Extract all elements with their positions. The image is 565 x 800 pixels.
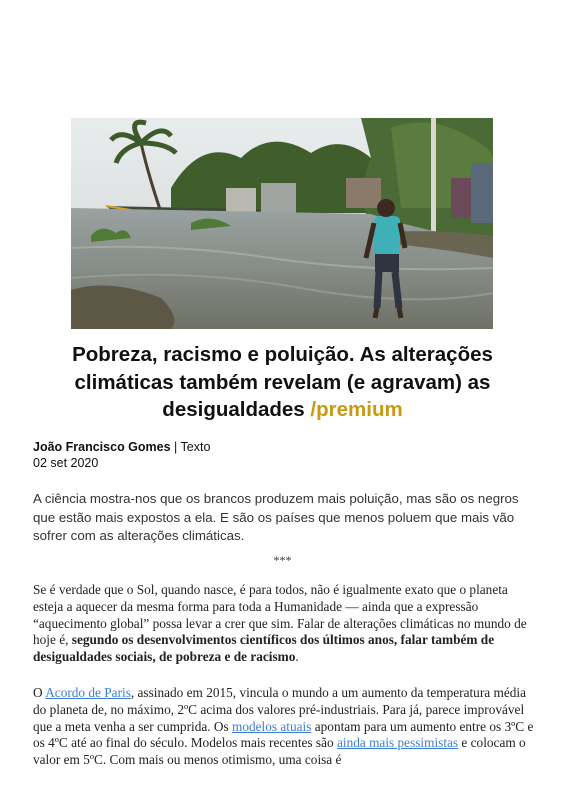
paragraph-1-text: Se é verdade que o Sol, quando nasce, é para todos, não é igualmente exato que o planeta esteja a aquecer da mesma forma para toda a Humanidade — ainda que a expressão “aquecimento global” possa levar a crer que sim. Falar de alterações climáticas no mundo de hoje é, [33, 582, 527, 648]
hero-photo [71, 118, 493, 329]
paragraph-2-d: e colocam o valor em 5ºC. Com mais ou menos otimismo, uma coisa é [33, 735, 526, 768]
author-role: | Texto [174, 440, 211, 454]
section-separator: *** [273, 553, 292, 567]
link-modelos-atuais[interactable]: modelos atuais [232, 718, 312, 734]
premium-tag[interactable]: /premium [310, 398, 403, 421]
article-title [40, 341, 525, 424]
paragraph-1-bold: segundo os desenvolvimentos científicos dos últimos anos, falar também de desigualdades sociais, de pobreza e de racismo [33, 632, 495, 665]
paragraph-2-a: O [33, 685, 46, 700]
article-title-text: Pobreza, racismo e poluição. As alterações climáticas também revelam (e agravam) as desigualdades [72, 343, 493, 421]
article-lead: A ciência mostra-nos que os brancos produzem mais poluição, mas são os negros que estão mais expostos a ela. E são os países que menos poluem que mais vão sofrer com as alterações climáticas. [33, 491, 519, 543]
author-name[interactable]: João Francisco Gomes [33, 440, 171, 454]
paragraph-2-c: apontam para um aumento entre os 3ºC e os 4ºC até ao final do século. Modelos mais recentes são [33, 718, 534, 751]
paragraph-2 [33, 685, 535, 769]
link-ainda-mais-pessimistas[interactable]: ainda mais pessimistas [336, 735, 459, 751]
byline [33, 439, 210, 471]
paragraph-1 [33, 582, 535, 666]
paragraph-1-end: . [295, 649, 299, 665]
paragraph-2-b: , assinado em 2015, vincula o mundo a um aumento da temperatura média do planeta de, no máximo, 2ºC acima dos valores pré-industriais. Para já, parece improvável que a meta venha a ser cumprida. Os [33, 685, 526, 734]
publish-date: 02 set 2020 [33, 456, 99, 470]
link-acordo-de-paris[interactable]: Acordo de Paris [45, 685, 131, 700]
